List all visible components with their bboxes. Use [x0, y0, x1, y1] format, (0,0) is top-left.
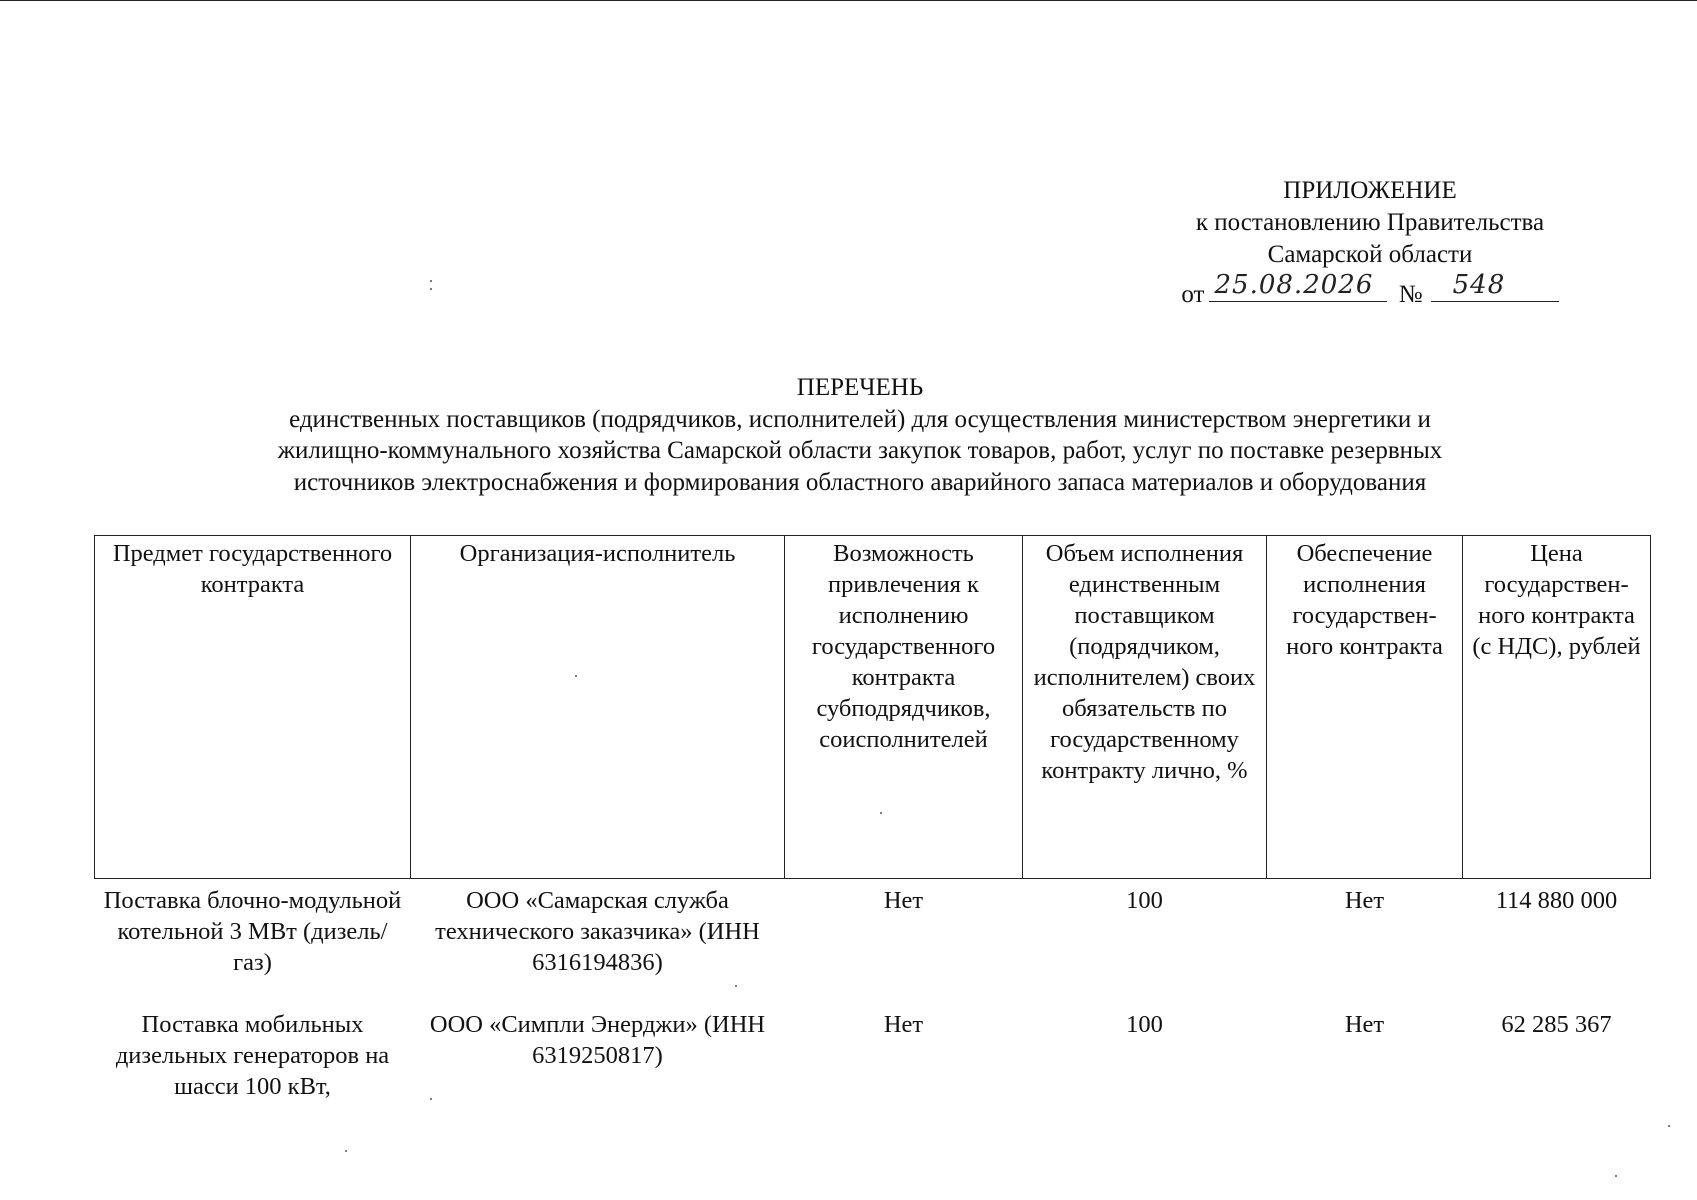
cell-organization: ООО «Самарская служба технического заказчика» (ИНН 6316194836) — [435, 887, 760, 976]
header-price: Цена государствен-ного контракта (с НДС), рублей — [1463, 536, 1651, 879]
cell-subcontractors: Нет — [883, 1011, 924, 1038]
scan-speck — [430, 288, 432, 290]
document-subtitle-line-2: жилищно-коммунального хозяйства Самарской области закупок товаров, работ, услуг по поставке резервных — [277, 437, 1443, 464]
appendix-block — [1130, 175, 1610, 311]
scan-speck — [345, 1150, 347, 1152]
document-heading: ПЕРЕЧЕНЬ — [796, 374, 924, 401]
appendix-line-2: Самарской области — [1267, 241, 1473, 268]
header-organization: Организация-исполнитель — [411, 536, 785, 879]
cell-subcontractors: Нет — [883, 887, 924, 914]
date-prefix: от — [1181, 281, 1205, 308]
cell-subject: Поставка блочно-модульной котельной 3 МВт (дизель/газ) — [103, 887, 402, 976]
header-volume: Объем исполнения единственным поставщиком (подрядчиком, исполнителем) своих обязательств по государственному контракту лично, % — [1023, 536, 1267, 879]
cell-volume: 100 — [1126, 887, 1163, 914]
document-subtitle-line-1: единственных поставщиков (подрядчиков, исполнителей) для осуществления министерством энергетики и — [289, 405, 1431, 433]
table-header-row — [95, 536, 1651, 879]
header-security: Обеспечение исполнения государствен-ного контракта — [1267, 536, 1463, 879]
date-field — [1209, 271, 1387, 302]
header-subcontractors: Возможность привлечения к исполнению государственного контракта субподрядчиков, соисполнителей — [785, 536, 1023, 879]
scan-speck — [575, 675, 577, 677]
number-prefix: № — [1398, 281, 1423, 308]
handwritten-number: 548 — [1452, 270, 1506, 300]
scan-speck — [430, 280, 432, 282]
cell-price: 62 285 367 — [1501, 1011, 1612, 1038]
document-subtitle-line-3: источников электроснабжения и формирования областного аварийного запаса материалов и оборудования — [293, 468, 1427, 496]
suppliers-table — [94, 535, 1651, 1102]
appendix-reference-line — [1181, 271, 1558, 311]
document-title-block — [150, 372, 1570, 498]
number-field — [1431, 271, 1559, 302]
top-border-line — [0, 0, 1697, 1]
cell-organization: ООО «Симпли Энерджи» (ИНН 6319250817) — [429, 1011, 766, 1069]
header-subject: Предмет государственного контракта — [95, 536, 411, 879]
table-row — [95, 1003, 1651, 1102]
appendix-line-1: к постановлению Правительства — [1195, 209, 1545, 236]
appendix-title: ПРИЛОЖЕНИЕ — [1283, 177, 1457, 204]
handwritten-date: 25.08.2026 — [1214, 270, 1374, 300]
cell-subject: Поставка мобильных дизельных генераторов на шасси 100 кВт, — [115, 1011, 390, 1100]
scan-speck — [1668, 1125, 1670, 1127]
scan-speck — [430, 1098, 432, 1100]
table-row — [95, 879, 1651, 1004]
cell-volume: 100 — [1126, 1011, 1163, 1038]
scan-speck — [1615, 1175, 1617, 1177]
cell-security: Нет — [1344, 887, 1385, 914]
cell-price: 114 880 000 — [1495, 887, 1618, 914]
scan-speck — [880, 812, 882, 814]
cell-security: Нет — [1344, 1011, 1385, 1038]
scan-speck — [735, 985, 737, 987]
